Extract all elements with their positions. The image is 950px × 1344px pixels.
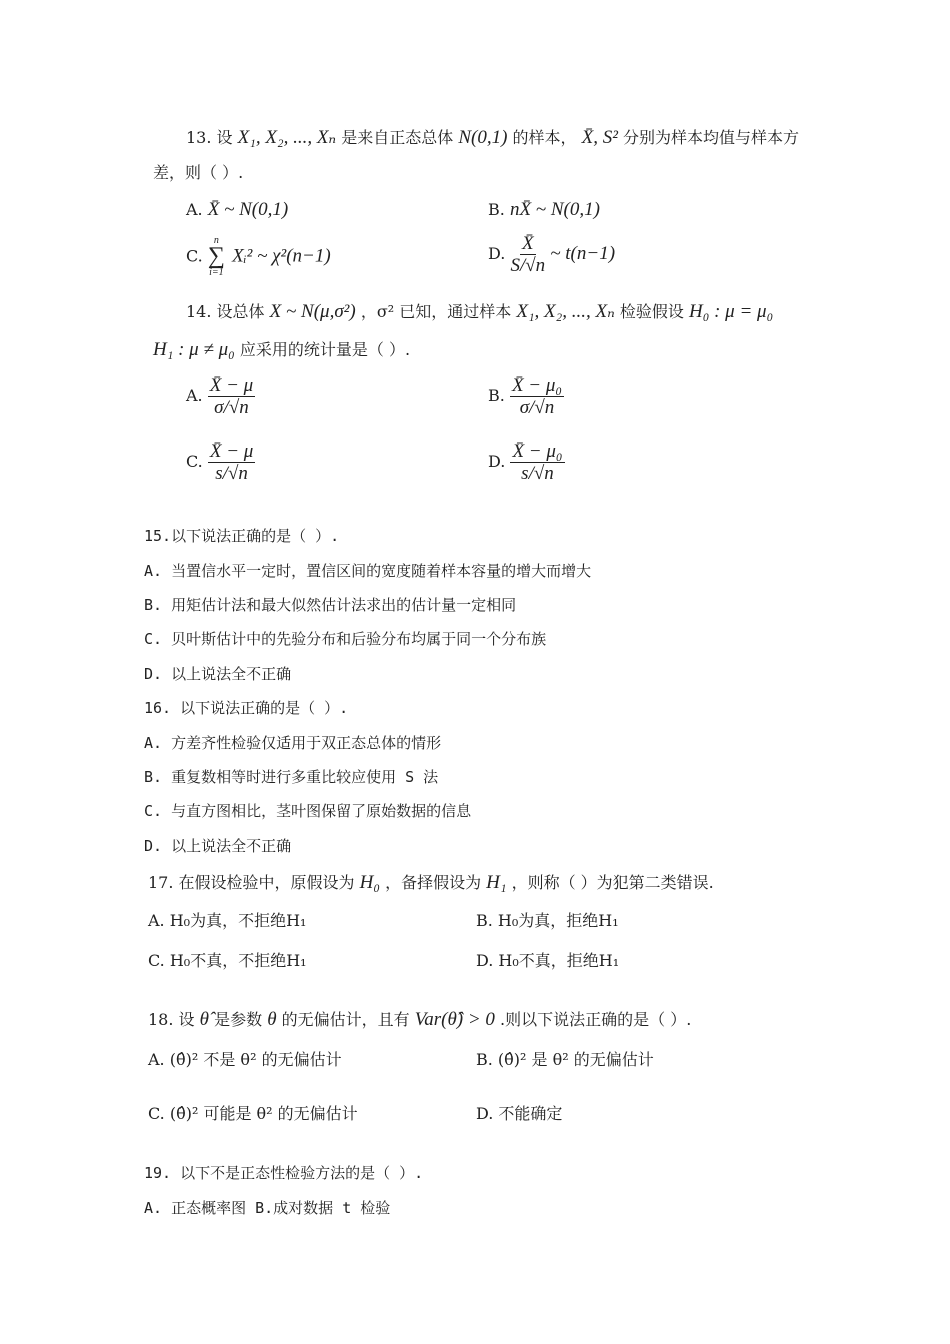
fraction: $\frac{X̄ - \mu}{s/√n}$ [209,441,254,484]
q17-option-c: C. H₀不真，不拒绝H₁ [148,951,307,970]
q14-option-d: D. $\frac{\text{X̄ − μ₀}}{s/√n}$ [488,441,563,484]
q15-option-a: A. 当置信水平一定时，置信区间的宽度随着样本容量的增大而增大 [144,562,592,580]
fraction: $\frac{X̄ - \mu}{\sigma/√n}$ [209,375,254,418]
summation: n ∑ i=1 [207,235,225,278]
q17-stem: 17. 在假设检验中，原假设为 H₀ ，备择假设为 H₁ ，则称（ ）为犯第二类错误. [148,872,714,893]
q13-stem-line2: 差，则（ ）. [153,163,244,182]
q13-option-c: C. n ∑ i=1 Xᵢ² ~ χ²(n−1) [186,235,331,278]
q15-option-c: C. 贝叶斯估计中的先验分布和后验分布均属于同一个分布族 [144,630,547,648]
q18-option-b: B. (θ̂)² 是 θ² 的无偏估计 [476,1050,654,1069]
q14-option-a: A. $\frac{X̄ - \mu}{\sigma/√n}$ [186,375,254,418]
fraction: $\frac{\text{X̄ − μ₀}}{s/√n}$ [512,441,563,484]
q14-stem: 14. 设总体 X ~ N(μ,σ²) ，σ² 已知，通过样本 X₁, X₂, ..., Xₙ 检验假设 H₀ : μ = μ₀ [186,301,774,322]
q13-stats: X̄, S² [581,127,618,148]
q16-option-d: D. 以上说法全不正确 [144,837,292,855]
q13-dist: N(0,1) [458,127,508,148]
q13-option-d: D. $\frac{X̄}{S/√n}$ ~ t(n−1) [488,233,616,276]
q15-stem: 15.以下说法正确的是（ ）. [144,527,340,545]
q14-option-b: B. $\frac{\text{X̄ − μ₀}}{\sigma/√n}$ [488,375,563,418]
q13-option-a: A. X̄ ~ N(0,1) [186,199,289,220]
q16-option-a: A. 方差齐性检验仅适用于双正态总体的情形 [144,734,442,752]
q13-option-b: B. nX̄ ~ N(0,1) [488,199,600,220]
q17-option-a: A. H₀为真，不拒绝H₁ [148,911,307,930]
q15-option-b: B. 用矩估计法和最大似然估计法求出的估计量一定相同 [144,596,517,614]
q17-option-d: D. H₀不真，拒绝H₁ [476,951,620,970]
q13-stem: 13. 设 X₁, X₂, ..., Xₙ 是来自正态总体 N(0,1) 的样本， X̄, S² 分别为样本均值与样本方 [186,127,800,148]
q13-sample: X₁, X₂, ..., Xₙ [237,127,337,148]
q14-option-c: C. $\frac{X̄ - \mu}{s/√n}$ [186,441,254,484]
q14-stem-line2: H₁ : μ ≠ μ₀ 应采用的统计量是（ ）. [153,339,411,360]
q19-options: A. 正态概率图 B.成对数据 t 检验 [144,1199,391,1217]
q18-stem: 18. 设 θ̂ 是参数 θ 的无偏估计，且有 Var(θ̂) > 0 .则以下说法正确的是（ ）. [148,1009,692,1030]
q16-option-b: B. 重复数相等时进行多重比较应使用 S 法 [144,768,439,786]
q16-stem: 16. 以下说法正确的是（ ）. [144,699,349,717]
q18-option-a: A. (θ̂)² 不是 θ² 的无偏估计 [148,1050,342,1069]
q18-option-c: C. (θ̂)² 可能是 θ² 的无偏估计 [148,1104,358,1123]
q19-stem: 19. 以下不是正态性检验方法的是（ ）. [144,1164,424,1182]
q15-option-d: D. 以上说法全不正确 [144,665,292,683]
q16-option-c: C. 与直方图相比，茎叶图保留了原始数据的信息 [144,802,472,820]
fraction: $\frac{X̄}{S/√n}$ [510,233,546,276]
q17-option-b: B. H₀为真，拒绝H₁ [476,911,619,930]
fraction: $\frac{\text{X̄ − μ₀}}{\sigma/√n}$ [511,375,563,418]
q18-option-d: D. 不能确定 [476,1104,563,1123]
